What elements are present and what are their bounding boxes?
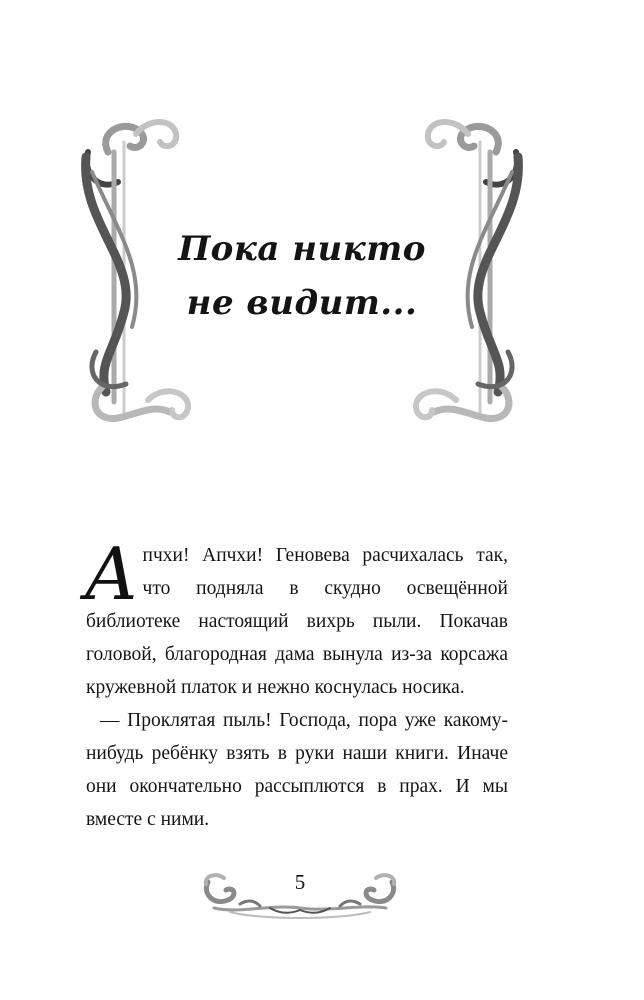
chapter-title [170,222,434,330]
page-footer [200,868,400,924]
body-text [84,532,508,836]
paragraph-2: — Проклятая пыль! Господа, пора уже какому-нибудь ребёнку взять в руки наши книги. Иначе они окончательно рассыплются в прах. И мы вместе с ними. [86,710,508,830]
drop-cap: А [84,532,139,616]
chapter-title-line-1: Пока никто [178,229,426,269]
paragraph-1-text: пчхи! Апчхи! Геновева расчихалась так, что подняла в скудно освещённой библиотеке настоящий вихрь пыли. Покачав головой, благородная дама вынула из-за корсажа кружевной платок и нежно коснулась носика. [86,545,508,698]
chapter-title-line-2: не видит... [186,283,418,323]
page-number: 5 [294,870,306,894]
paragraph-1 [84,532,508,704]
